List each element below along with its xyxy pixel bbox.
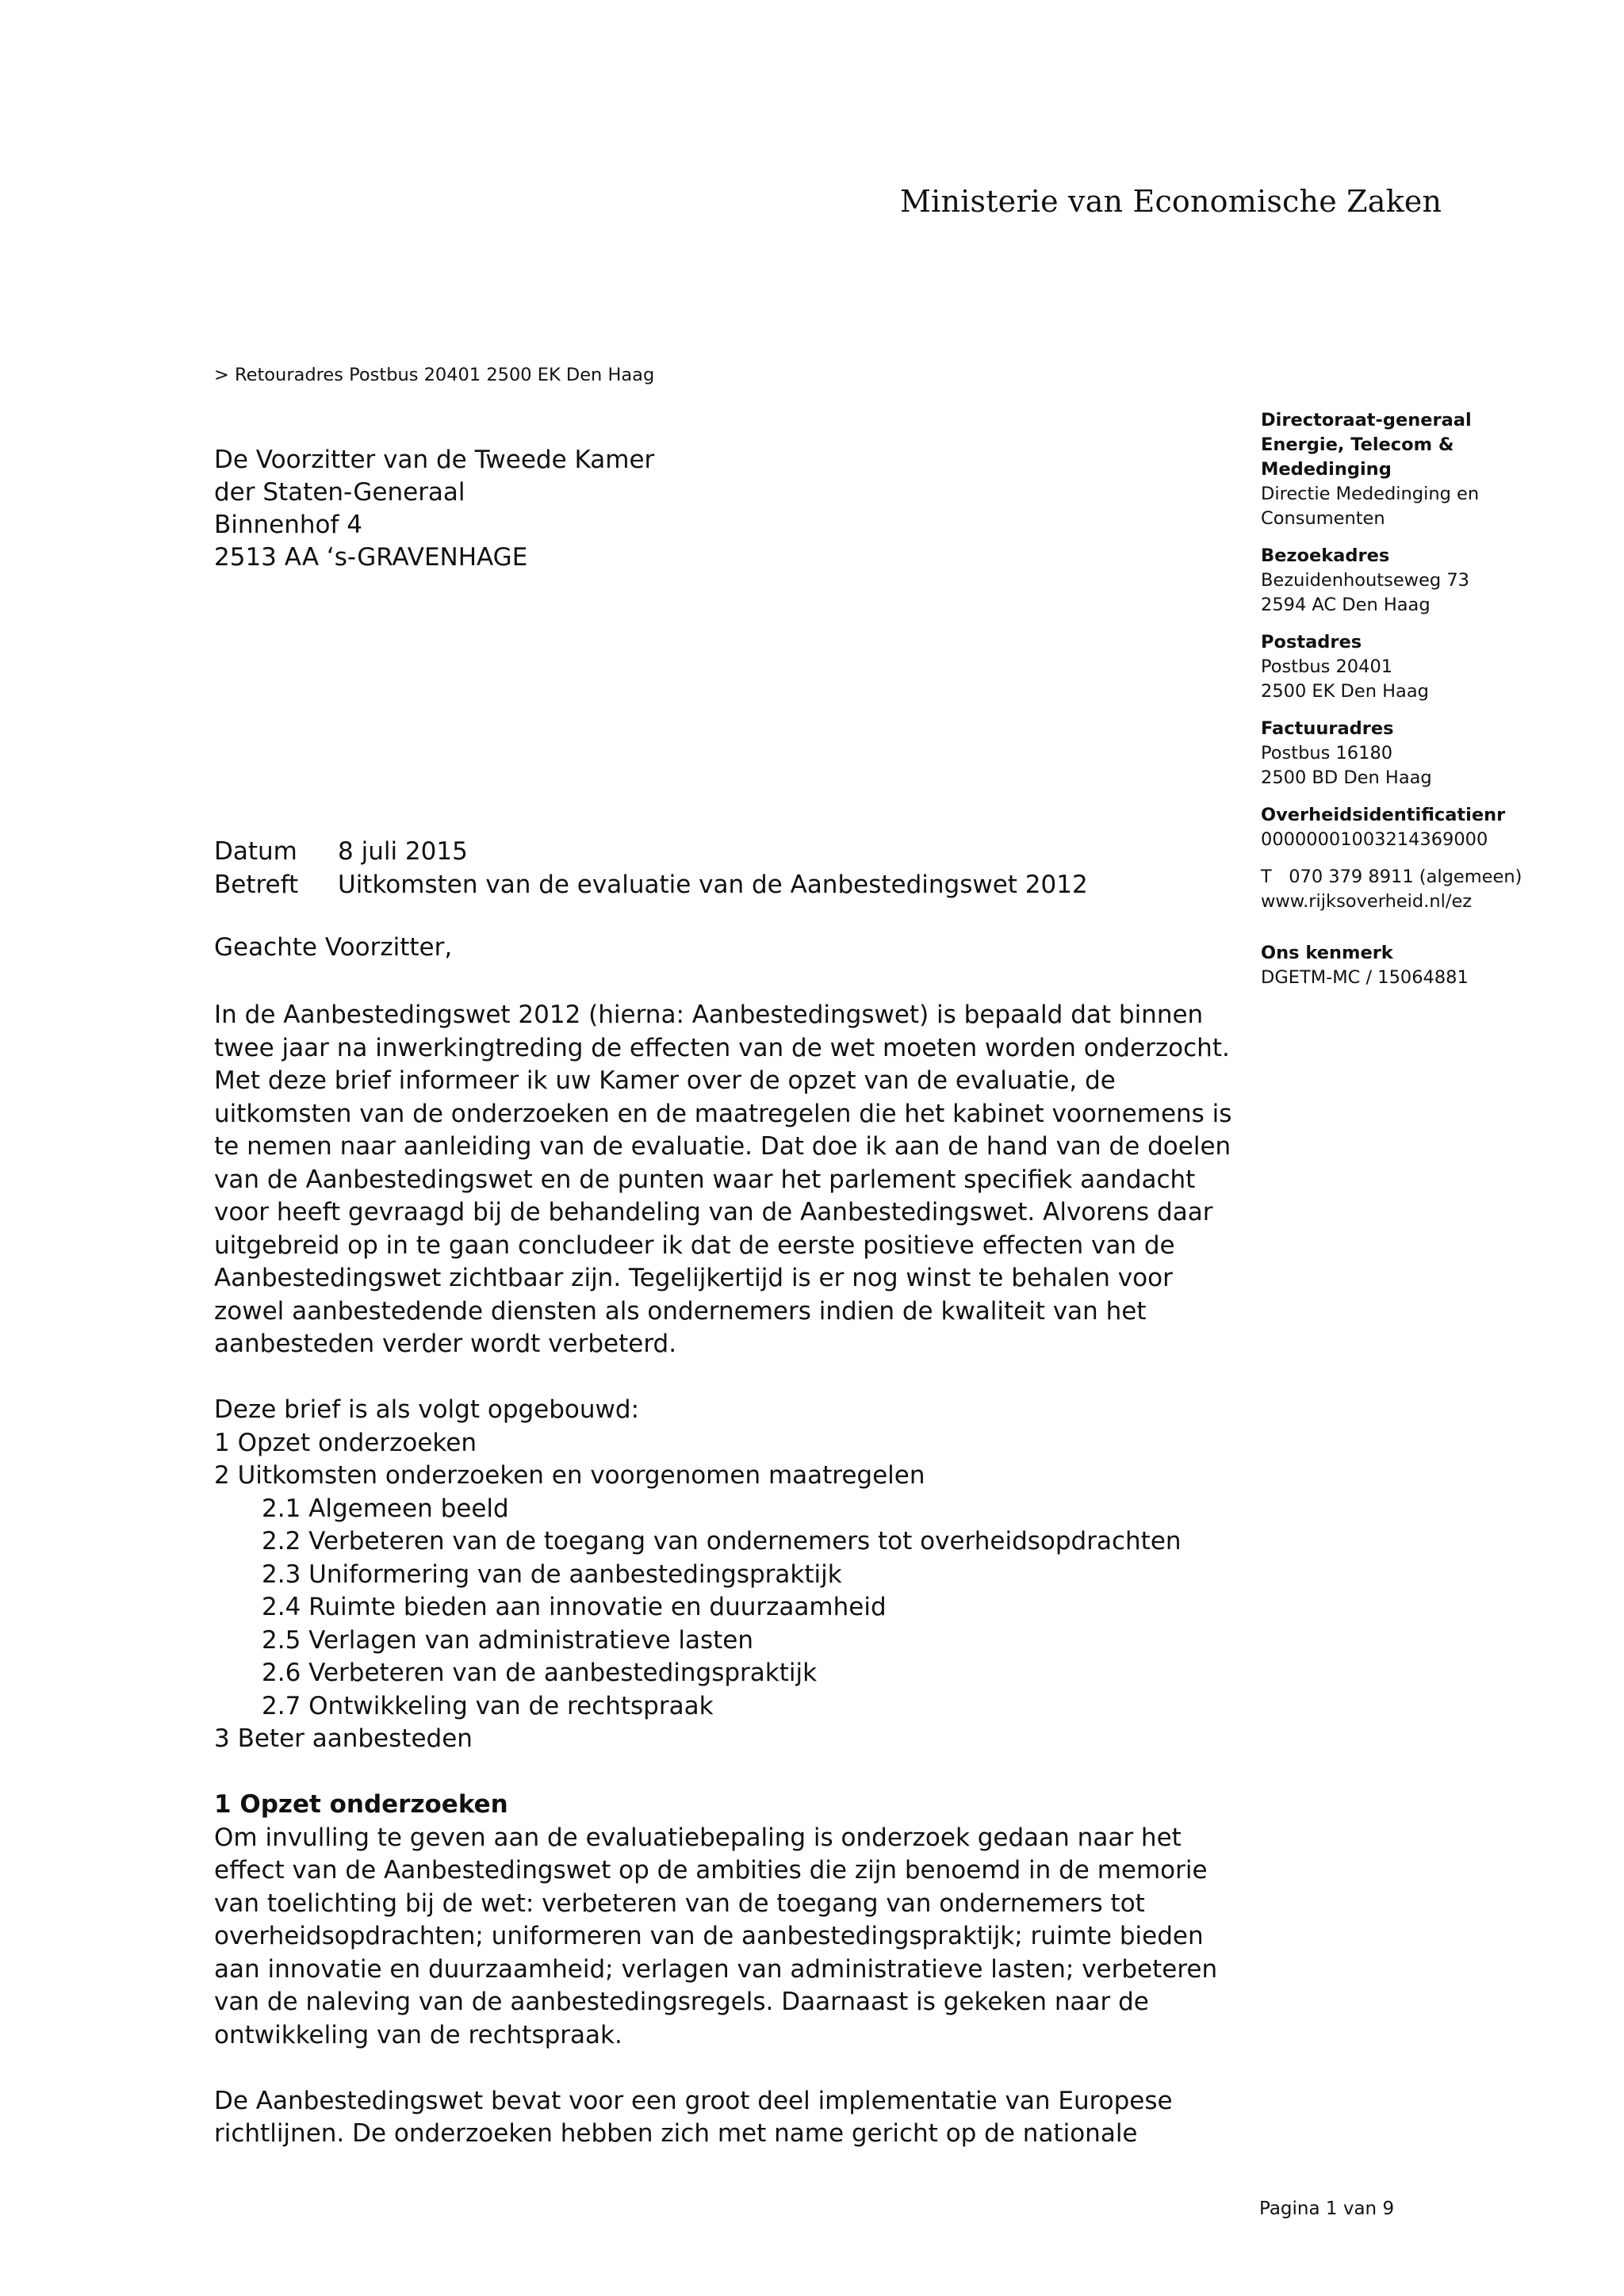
visiting-address-line: Bezuidenhoutseweg 73 (1261, 570, 1469, 591)
invoice-address-block (1261, 717, 1610, 790)
toc-item: 1 Opzet onderzoeken (214, 1428, 477, 1457)
text-line: uitkomsten van de onderzoeken en de maatregelen die het kabinet voornemens is (214, 1099, 1232, 1128)
ministry-logotype: Ministerie van Economische Zaken (900, 184, 1442, 219)
subject-row (214, 868, 1088, 901)
directorate: Consumenten (1261, 508, 1385, 529)
recipient-line: De Voorzitter van de Tweede Kamer (214, 446, 655, 474)
recipient-address (214, 444, 654, 574)
text-line: Aanbestedingswet zichtbaar zijn. Tegelijkertijd is er nog winst te behalen voor (214, 1264, 1173, 1292)
reference-label: Ons kenmerk (1261, 943, 1393, 963)
text-line: te nemen naar aanleiding van de evaluatie. Dat doe ik aan de hand van de doelen (214, 1132, 1231, 1161)
government-id-block (1261, 803, 1610, 852)
invoice-address-label: Factuuradres (1261, 718, 1394, 739)
postal-address-line: 2500 EK Den Haag (1261, 681, 1429, 702)
subject-value: Uitkomsten van de evaluatie van de Aanbestedingswet 2012 (338, 871, 1088, 899)
section-1 (214, 1789, 1261, 2151)
postal-address-label: Postadres (1261, 632, 1362, 652)
directorate: Directie Mededinging en (1261, 484, 1480, 504)
toc-subitem: 2.6 Verbeteren van de aanbestedingspraktijk (262, 1659, 818, 1687)
text-line: van de Aanbestedingswet en de punten waar het parlement specifiek aandacht (214, 1165, 1196, 1194)
text-line: In de Aanbestedingswet 2012 (hierna: Aanbestedingswet) is bepaald dat binnen (214, 1001, 1204, 1029)
recipient-line: der Staten-Generaal (214, 478, 465, 507)
contact-block (1261, 865, 1610, 914)
text-line: aanbesteden verder wordt verbeterd. (214, 1330, 677, 1358)
reference-block (1261, 941, 1610, 990)
table-of-contents (214, 1394, 1261, 1756)
salutation: Geachte Voorzitter, (214, 933, 453, 962)
text-line: aan innovatie en duurzaamheid; verlagen van administratieve lasten; verbeteren (214, 1954, 1218, 1984)
recipient-line: 2513 AA ‘s-GRAVENHAGE (214, 543, 528, 572)
postal-address-line: Postbus 20401 (1261, 656, 1393, 677)
subject-label: Betreft (214, 871, 299, 899)
phone-number: T 070 379 8911 (algemeen) (1261, 867, 1522, 887)
text-line: Met deze brief informeer ik uw Kamer over de opzet van de evaluatie, de (214, 1066, 1116, 1095)
toc-intro: Deze brief is als volgt opgebouwd: (214, 1395, 640, 1424)
text-line: uitgebreid op in te gaan concludeer ik dat de eerste positieve effecten van de (214, 1230, 1175, 1260)
visiting-address-block (1261, 544, 1610, 618)
toc-subitem: 2.1 Algemeen beeld (262, 1494, 509, 1523)
website-link[interactable]: www.rijksoverheid.nl/ez (1261, 891, 1473, 912)
toc-item: 3 Beter aanbesteden (214, 1724, 473, 1753)
text-line: De Aanbestedingswet bevat voor een groot deel implementatie van Europese (214, 2086, 1173, 2115)
text-line: voor heeft gevraagd bij de behandeling van de Aanbestedingswet. Alvorens daar (214, 1198, 1213, 1226)
reference-value: DGETM-MC / 15064881 (1261, 967, 1469, 988)
toc-subitem: 2.2 Verbeteren van de toegang van ondernemers tot overheidsopdrachten (262, 1527, 1182, 1556)
date-row (214, 835, 1088, 868)
toc-subitem: 2.7 Ontwikkeling van de rechtspraak (262, 1691, 714, 1720)
sender-details-sidebar (1261, 408, 1610, 1003)
toc-item: 2 Uitkomsten onderzoeken en voorgenomen maatregelen (214, 1461, 925, 1490)
directorate-general: Mededinging (1261, 459, 1392, 480)
invoice-address-line: 2500 BD Den Haag (1261, 767, 1432, 788)
letter-meta (214, 835, 1088, 901)
text-line: richtlijnen. De onderzoeken hebben zich met name gericht op de nationale (214, 2119, 1138, 2148)
postal-address-block (1261, 630, 1610, 704)
visiting-address-line: 2594 AC Den Haag (1261, 595, 1431, 615)
toc-subitem: 2.3 Uniformering van de aanbestedingspraktijk (262, 1559, 842, 1589)
government-id-label: Overheidsidentificatienr (1261, 805, 1506, 825)
text-line: zowel aanbestedende diensten als ondernemers indien de kwaliteit van het (214, 1296, 1147, 1326)
text-line: overheidsopdrachten; uniformeren van de aanbestedingspraktijk; ruimte bieden (214, 1922, 1204, 1950)
page-number: Pagina 1 van 9 (1259, 2198, 1395, 2219)
directorate-block (1261, 408, 1610, 531)
toc-subitem: 2.5 Verlagen van administratieve lasten (262, 1625, 754, 1655)
visiting-address-label: Bezoekadres (1261, 545, 1390, 566)
invoice-address-line: Postbus 16180 (1261, 743, 1393, 763)
text-line: effect van de Aanbestedingswet op de ambities die zijn benoemd in de memorie (214, 1856, 1208, 1885)
directorate-general: Directoraat-generaal (1261, 410, 1472, 430)
recipient-line: Binnenhof 4 (214, 511, 362, 539)
date-label: Datum (214, 837, 297, 866)
intro-paragraph (214, 999, 1261, 1361)
return-address: > Retouradres Postbus 20401 2500 EK Den Haag (214, 365, 655, 385)
section-heading: 1 Opzet onderzoeken (214, 1790, 508, 1819)
government-id-value: 00000001003214369000 (1261, 829, 1488, 850)
text-line: twee jaar na inwerkingtreding de effecten van de wet moeten worden onderzocht. (214, 1033, 1230, 1062)
text-line: Om invulling te geven aan de evaluatiebepaling is onderzoek gedaan naar het (214, 1823, 1182, 1852)
text-line: van toelichting bij de wet: verbeteren van de toegang van ondernemers tot (214, 1888, 1145, 1918)
date-value: 8 juli 2015 (338, 837, 468, 866)
directorate-general: Energie, Telecom & (1261, 434, 1454, 455)
text-line: ontwikkeling van de rechtspraak. (214, 2020, 622, 2049)
text-line: van de naleving van de aanbestedingsregels. Daarnaast is gekeken naar de (214, 1988, 1149, 2016)
toc-subitem: 2.4 Ruimte bieden aan innovatie en duurzaamheid (262, 1593, 887, 1621)
letter-body (214, 999, 1261, 2151)
